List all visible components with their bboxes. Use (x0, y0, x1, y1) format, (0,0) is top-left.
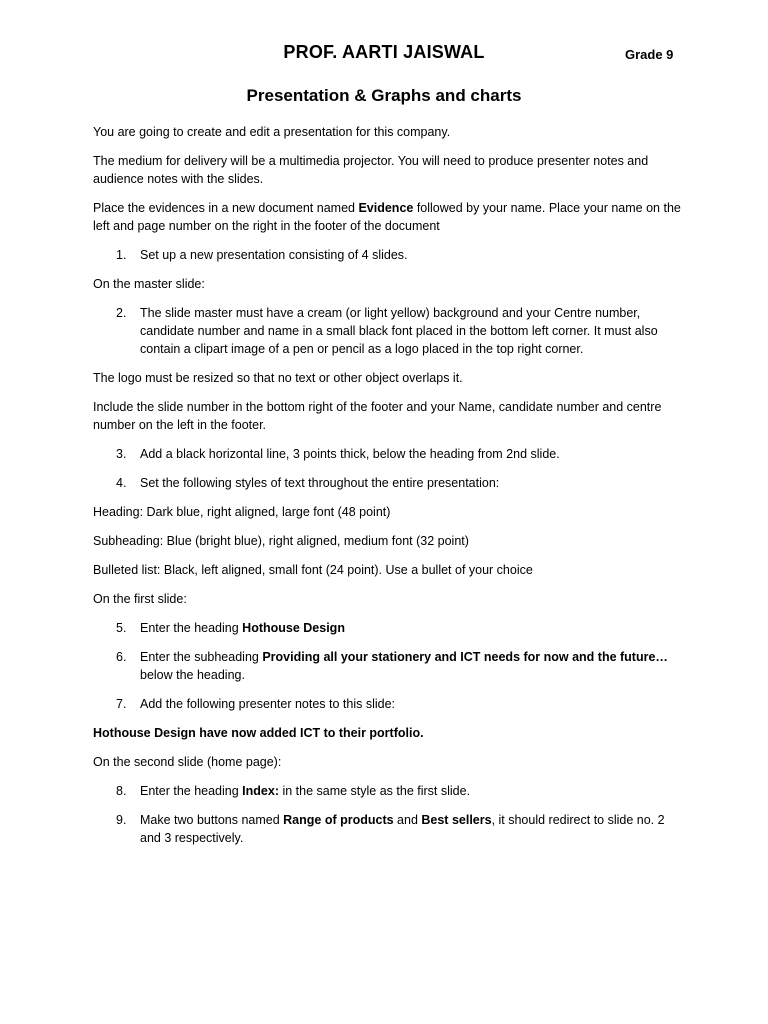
list-item-text: in the same style as the first slide. (278, 784, 471, 798)
list-number: 1. (116, 248, 127, 262)
list-number: 5. (116, 621, 127, 635)
style-bulleted-list: Bulleted list: Black, left aligned, small font (24 point). Use a bullet of your choice (93, 563, 533, 577)
author-name: PROF. AARTI JAISWAL (283, 42, 485, 62)
button-name-term: Best sellers (421, 813, 492, 827)
slide-number-note: Include the slide number in the bottom right of the footer and your Name, candidate number and centre number on the left in the footer. (93, 400, 662, 432)
button-name-term: Range of products (283, 813, 394, 827)
list-item (93, 445, 685, 463)
presenter-note-text: Hothouse Design have now added ICT to their portfolio. (93, 726, 424, 740)
list-item (93, 474, 685, 492)
intro-paragraph-1: You are going to create and edit a presentation for this company. (93, 125, 451, 139)
evidence-term: Evidence (358, 201, 414, 215)
list-item (93, 619, 685, 637)
list-item-text: below the heading. (140, 668, 245, 682)
list-item-text: Make two buttons named (140, 813, 284, 827)
subheading-term: Providing all your stationery and ICT needs for now and the future… (262, 650, 668, 664)
list-number: 9. (116, 813, 127, 827)
list-number: 6. (116, 650, 127, 664)
list-item (93, 695, 685, 713)
style-subheading: Subheading: Blue (bright blue), right aligned, medium font (32 point) (93, 534, 469, 548)
list-number: 7. (116, 697, 127, 711)
intro-paragraph-3 (93, 199, 685, 235)
list-item-text: Set up a new presentation consisting of 4 slides. (140, 248, 408, 262)
section-label-master: On the master slide: (93, 277, 205, 291)
section-label-second-slide: On the second slide (home page): (93, 755, 282, 769)
list-item (93, 811, 685, 847)
list-number: 4. (116, 476, 127, 490)
list-item-text: Enter the heading (140, 784, 243, 798)
style-heading: Heading: Dark blue, right aligned, large font (48 point) (93, 505, 391, 519)
list-item-text: Set the following styles of text throughout the entire presentation: (140, 476, 500, 490)
page-header (0, 42, 768, 68)
list-item-text: , it should redirect to slide no. 2 and 3 respectively. (140, 813, 665, 845)
index-term: Index: (242, 784, 279, 798)
list-item-text: The slide master must have a cream (or light yellow) background and your Centre number, candidate number and name in a small black font placed in the bottom left corner. It must also contain a clipart image of a pen or pencil as a logo placed in the top right corner. (140, 306, 658, 356)
grade-label: Grade 9 (625, 47, 674, 62)
list-item (93, 246, 685, 264)
intro-paragraph-2: The medium for delivery will be a multimedia projector. You will need to produce presenter notes and audience notes with the slides. (93, 154, 649, 186)
list-item-text: Enter the heading (140, 621, 243, 635)
list-item-text: Enter the subheading (140, 650, 263, 664)
document-title: Presentation & Graphs and charts (246, 86, 522, 105)
section-label-first-slide: On the first slide: (93, 592, 187, 606)
heading-term: Hothouse Design (242, 621, 345, 635)
list-number: 2. (116, 306, 127, 320)
intro-text: Place the evidences in a new document named (93, 201, 359, 215)
logo-note: The logo must be resized so that no text or other object overlaps it. (93, 371, 463, 385)
list-item-text: and (393, 813, 422, 827)
list-item-text: Add the following presenter notes to this slide: (140, 697, 396, 711)
presenter-note (93, 724, 685, 742)
list-item (93, 648, 685, 684)
list-item (93, 782, 685, 800)
document-body (93, 123, 685, 858)
list-number: 3. (116, 447, 127, 461)
list-item-text: Add a black horizontal line, 3 points thick, below the heading from 2nd slide. (140, 447, 560, 461)
list-number: 8. (116, 784, 127, 798)
intro-text: followed by your name. Place your name on the left and page number on the right in the footer of the document (93, 201, 681, 233)
list-item (93, 304, 685, 358)
